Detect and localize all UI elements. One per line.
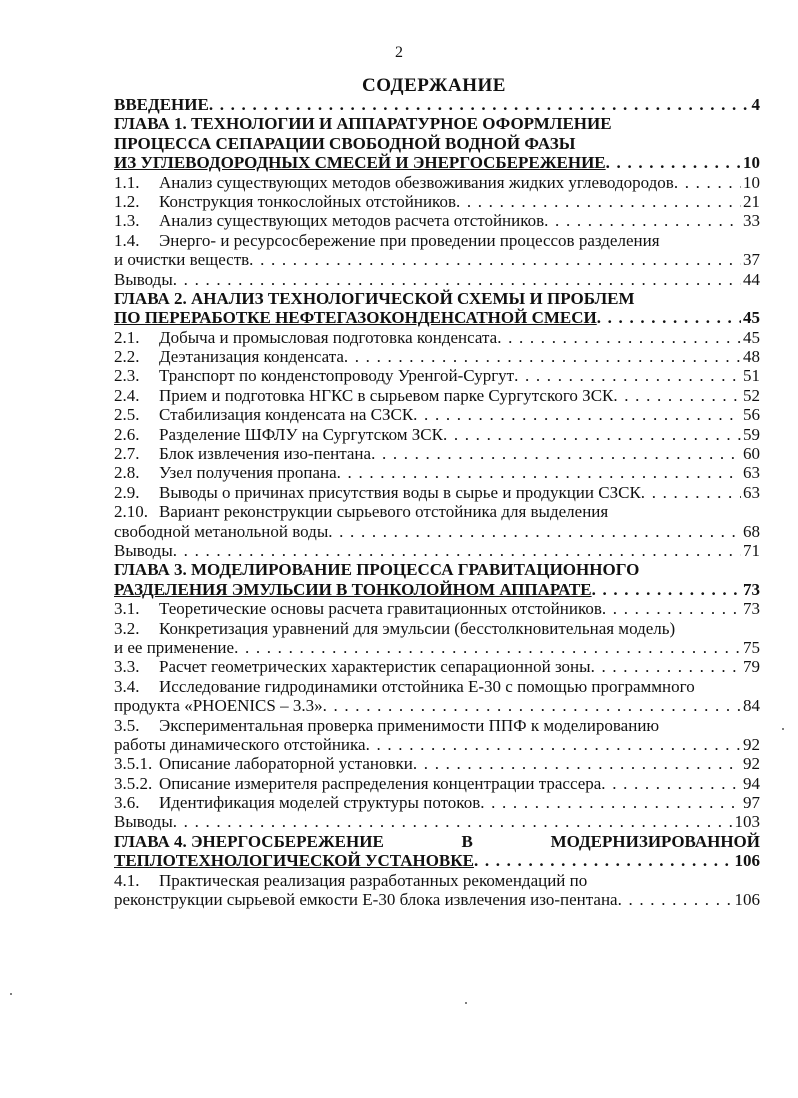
toc-entry-text: Выводы о причинах присутствия воды в сырье и продукции СЗСК <box>159 482 641 502</box>
leader-dots <box>474 851 733 870</box>
leader-dots <box>413 754 741 773</box>
toc-entry <box>114 851 760 870</box>
toc-entry-page: 75 <box>743 637 760 657</box>
toc-entry <box>114 871 760 890</box>
toc-entry <box>114 231 760 250</box>
toc-entry-text: ПРОЦЕССА СЕПАРАЦИИ СВОБОДНОЙ ВОДНОЙ ФАЗЫ <box>114 133 576 153</box>
toc-entry-text: РАЗДЕЛЕНИЯ ЭМУЛЬСИИ В ТОНКОЛОЙНОМ АППАРАТЕ <box>114 579 592 599</box>
leader-dots <box>366 735 741 754</box>
leader-dots <box>209 95 750 114</box>
toc-entry-text: продукта «PHOENICS – 3.3» <box>114 696 323 716</box>
toc-entry-number: 2.9. <box>114 482 140 502</box>
leader-dots <box>601 774 741 793</box>
toc-entry <box>114 289 760 308</box>
toc-entry-text: Вариант реконструкции сырьевого отстойника для выделения <box>159 502 609 522</box>
toc-entry <box>114 677 760 696</box>
toc-entry <box>114 696 760 715</box>
toc-entry <box>114 832 760 851</box>
table-of-contents <box>114 95 760 909</box>
leader-dots <box>597 308 741 327</box>
toc-entry-page: 84 <box>743 696 760 716</box>
toc-entry-number: 2.4. <box>114 385 140 405</box>
toc-entry <box>114 483 760 502</box>
leader-dots <box>323 696 741 715</box>
toc-entry-number: 2.3. <box>114 366 140 386</box>
leader-dots <box>606 153 741 172</box>
toc-entry-text: Прием и подготовка НГКС в сырьевом парке Сургутского ЗСК <box>159 385 614 405</box>
toc-entry <box>114 463 760 482</box>
page-number: 2 <box>395 44 403 61</box>
toc-entry-text: Транспорт по конденстопроводу Уренгой-Сургут <box>159 366 515 386</box>
toc-entry-page: 4 <box>751 95 760 114</box>
toc-entry-text: Теоретические основы расчета гравитационных отстойников <box>159 599 602 619</box>
leader-dots <box>173 541 741 560</box>
leader-dots <box>674 173 741 192</box>
toc-entry-page: 37 <box>743 250 760 270</box>
toc-entry-text: ТЕПЛОТЕХНОЛОГИЧЕСКОЙ УСТАНОВКЕ <box>114 851 474 871</box>
toc-entry-number: 1.3. <box>114 211 140 231</box>
toc-entry-text: Анализ существующих методов обезвоживания жидких углеводородов <box>159 172 674 192</box>
toc-entry-number: 3.5. <box>114 715 140 735</box>
leader-dots <box>591 657 741 676</box>
toc-entry-page: 45 <box>743 327 760 347</box>
toc-entry <box>114 599 760 618</box>
toc-entry-text: свободной метанольной воды <box>114 521 329 541</box>
toc-entry <box>114 502 760 521</box>
leader-dots <box>371 444 741 463</box>
toc-entry-number: 3.5.2. <box>114 773 153 793</box>
toc-entry-page: 73 <box>743 579 760 599</box>
toc-entry-text: Описание лабораторной установки <box>159 754 413 774</box>
toc-entry-page: 63 <box>743 463 760 483</box>
toc-entry-page: 106 <box>734 851 760 871</box>
toc-entry-text: Выводы <box>114 269 173 289</box>
leader-dots <box>514 366 741 385</box>
toc-entry-text: Стабилизация конденсата на СЗСК <box>159 405 414 425</box>
toc-entry-text: Расчет геометрических характеристик сепарационной зоны <box>159 657 591 677</box>
toc-entry-page: 92 <box>743 734 760 754</box>
toc-entry-number: 2.6. <box>114 424 140 444</box>
toc-entry-text: Описание измерителя распределения концентрации трассера <box>159 773 602 793</box>
toc-entry-text: Исследование гидродинамики отстойника Е-30 с помощью программного <box>159 676 695 696</box>
toc-entry-number: 3.4. <box>114 676 140 696</box>
leader-dots <box>641 483 741 502</box>
leader-dots <box>328 522 741 541</box>
toc-entry <box>114 716 760 735</box>
toc-entry-page: 79 <box>743 657 760 677</box>
toc-entry-page: 52 <box>743 385 760 405</box>
toc-entry-text: ИЗ УГЛЕВОДОРОДНЫХ СМЕСЕЙ И ЭНЕРГОСБЕРЕЖЕНИЕ <box>114 153 606 173</box>
toc-entry-page: 48 <box>743 347 760 367</box>
leader-dots <box>413 405 741 424</box>
toc-entry-page: 103 <box>734 812 760 832</box>
leader-dots <box>443 425 741 444</box>
toc-entry-text: ГЛАВА 2. АНАЛИЗ ТЕХНОЛОГИЧЕСКОЙ СХЕМЫ И ПРОБЛЕМ <box>114 288 635 308</box>
toc-entry-page: 68 <box>743 521 760 541</box>
toc-entry <box>114 211 760 230</box>
toc-entry-text: Конкретизация уравнений для эмульсии (бесстолкновительная модель) <box>159 618 676 638</box>
toc-entry-page: 71 <box>743 540 760 560</box>
toc-entry-page: 97 <box>743 793 760 813</box>
leader-dots <box>234 638 741 657</box>
toc-entry-number: 3.2. <box>114 618 140 638</box>
toc-entry-number: 1.2. <box>114 191 140 211</box>
toc-entry-text: Конструкция тонкослойных отстойников <box>159 191 456 211</box>
toc-entry-text: Анализ существующих методов расчета отстойников <box>159 211 545 231</box>
toc-entry <box>114 619 760 638</box>
toc-entry-number: 1.1. <box>114 172 140 192</box>
toc-entry <box>114 328 760 347</box>
toc-entry-text: и очистки веществ <box>114 250 250 270</box>
toc-entry-number: 2.1. <box>114 327 140 347</box>
toc-entry <box>114 134 760 153</box>
toc-entry-text: Добыча и промысловая подготовка конденсата <box>159 327 498 347</box>
toc-entry-number: 1.4. <box>114 230 140 250</box>
toc-entry <box>114 560 760 579</box>
leader-dots <box>249 250 741 269</box>
toc-entry-text: Экспериментальная проверка применимости ППФ к моделированию <box>159 715 660 735</box>
toc-entry-text: ПО ПЕРЕРАБОТКЕ НЕФТЕГАЗОКОНДЕНСАТНОЙ СМЕСИ <box>114 308 597 328</box>
toc-entry <box>114 890 760 909</box>
toc-entry-page: 33 <box>743 211 760 231</box>
toc-entry-word: МОДЕРНИЗИРОВАННОЙ <box>550 831 760 851</box>
toc-entry-page: 73 <box>743 599 760 619</box>
toc-entry-page: 10 <box>743 153 760 173</box>
toc-entry-page: 59 <box>743 424 760 444</box>
toc-entry-number: 2.10. <box>114 502 148 522</box>
toc-entry-text: Идентификация моделей структуры потоков <box>159 793 481 813</box>
toc-entry-number: 3.5.1. <box>114 754 153 774</box>
toc-entry <box>114 192 760 211</box>
toc-entry <box>114 522 760 541</box>
leader-dots <box>618 890 733 909</box>
toc-entry-word: ГЛАВА 4. ЭНЕРГОСБЕРЕЖЕНИЕ <box>114 831 384 851</box>
toc-entry-page: 51 <box>743 366 760 386</box>
leader-dots <box>337 463 741 482</box>
toc-entry-page: 45 <box>743 308 760 328</box>
toc-entry-page: 106 <box>734 890 760 910</box>
toc-entry-page: 21 <box>743 191 760 211</box>
toc-entry-number: 2.5. <box>114 405 140 425</box>
scan-speck <box>465 1002 467 1004</box>
toc-entry <box>114 347 760 366</box>
toc-entry-text: работы динамического отстойника <box>114 734 366 754</box>
toc-entry-text: ГЛАВА 1. ТЕХНОЛОГИИ И АППАРАТУРНОЕ ОФОРМЛЕНИЕ <box>114 114 612 134</box>
toc-entry-text: и ее применение <box>114 637 235 657</box>
toc-entry-number: 3.6. <box>114 793 140 813</box>
toc-entry <box>114 405 760 424</box>
toc-entry <box>114 114 760 133</box>
leader-dots <box>497 328 741 347</box>
toc-entry <box>114 812 760 831</box>
toc-entry <box>114 95 760 114</box>
toc-title: СОДЕРЖАНИЕ <box>362 75 506 96</box>
leader-dots <box>613 386 741 405</box>
toc-entry-text: Разделение ШФЛУ на Сургутском ЗСК <box>159 424 443 444</box>
leader-dots <box>344 347 741 366</box>
toc-entry-text <box>114 832 760 851</box>
toc-entry-page: 94 <box>743 773 760 793</box>
toc-entry <box>114 386 760 405</box>
scan-speck <box>782 728 784 730</box>
toc-entry-page: 44 <box>743 269 760 289</box>
toc-entry <box>114 250 760 269</box>
leader-dots <box>602 599 741 618</box>
toc-entry-text: ГЛАВА 3. МОДЕЛИРОВАНИЕ ПРОЦЕССА ГРАВИТАЦИОННОГО <box>114 560 640 580</box>
toc-entry-text: Практическая реализация разработанных рекомендаций по <box>159 870 588 890</box>
toc-entry <box>114 793 760 812</box>
toc-entry-page: 56 <box>743 405 760 425</box>
toc-entry-text: Узел получения пропана <box>159 463 337 483</box>
toc-entry <box>114 270 760 289</box>
toc-entry-number: 4.1. <box>114 870 140 890</box>
toc-entry <box>114 638 760 657</box>
toc-entry-number: 2.8. <box>114 463 140 483</box>
toc-entry-number: 3.1. <box>114 599 140 619</box>
toc-entry-text: Выводы <box>114 812 173 832</box>
toc-entry <box>114 580 760 599</box>
toc-entry-text: ВВЕДЕНИЕ <box>114 95 209 114</box>
toc-entry-page: 60 <box>743 444 760 464</box>
leader-dots <box>592 580 741 599</box>
toc-entry-text: Энерго- и ресурсосбережение при проведении процессов разделения <box>159 230 660 250</box>
toc-entry-number: 2.2. <box>114 347 140 367</box>
toc-entry-text: Блок извлечения изо-пентана <box>159 444 372 464</box>
leader-dots <box>456 192 741 211</box>
toc-entry-number: 3.3. <box>114 657 140 677</box>
toc-entry <box>114 308 760 327</box>
leader-dots <box>544 211 741 230</box>
toc-entry <box>114 366 760 385</box>
toc-entry-text: реконструкции сырьевой емкости Е-30 блока извлечения изо-пентана <box>114 890 618 910</box>
toc-entry-text: Деэтанизация конденсата <box>159 347 344 367</box>
toc-entry <box>114 754 760 773</box>
toc-entry <box>114 657 760 676</box>
leader-dots <box>173 812 733 831</box>
toc-entry <box>114 444 760 463</box>
toc-entry <box>114 541 760 560</box>
toc-entry <box>114 425 760 444</box>
toc-entry-number: 2.7. <box>114 444 140 464</box>
toc-entry-text: Выводы <box>114 540 173 560</box>
toc-entry-page: 63 <box>743 482 760 502</box>
leader-dots <box>480 793 741 812</box>
toc-entry-page: 92 <box>743 754 760 774</box>
toc-entry-word: В <box>461 831 473 851</box>
toc-entry <box>114 774 760 793</box>
toc-entry <box>114 735 760 754</box>
toc-entry <box>114 173 760 192</box>
leader-dots <box>173 270 741 289</box>
toc-entry-page: 10 <box>743 172 760 192</box>
toc-entry <box>114 153 760 172</box>
scan-speck <box>10 993 12 995</box>
